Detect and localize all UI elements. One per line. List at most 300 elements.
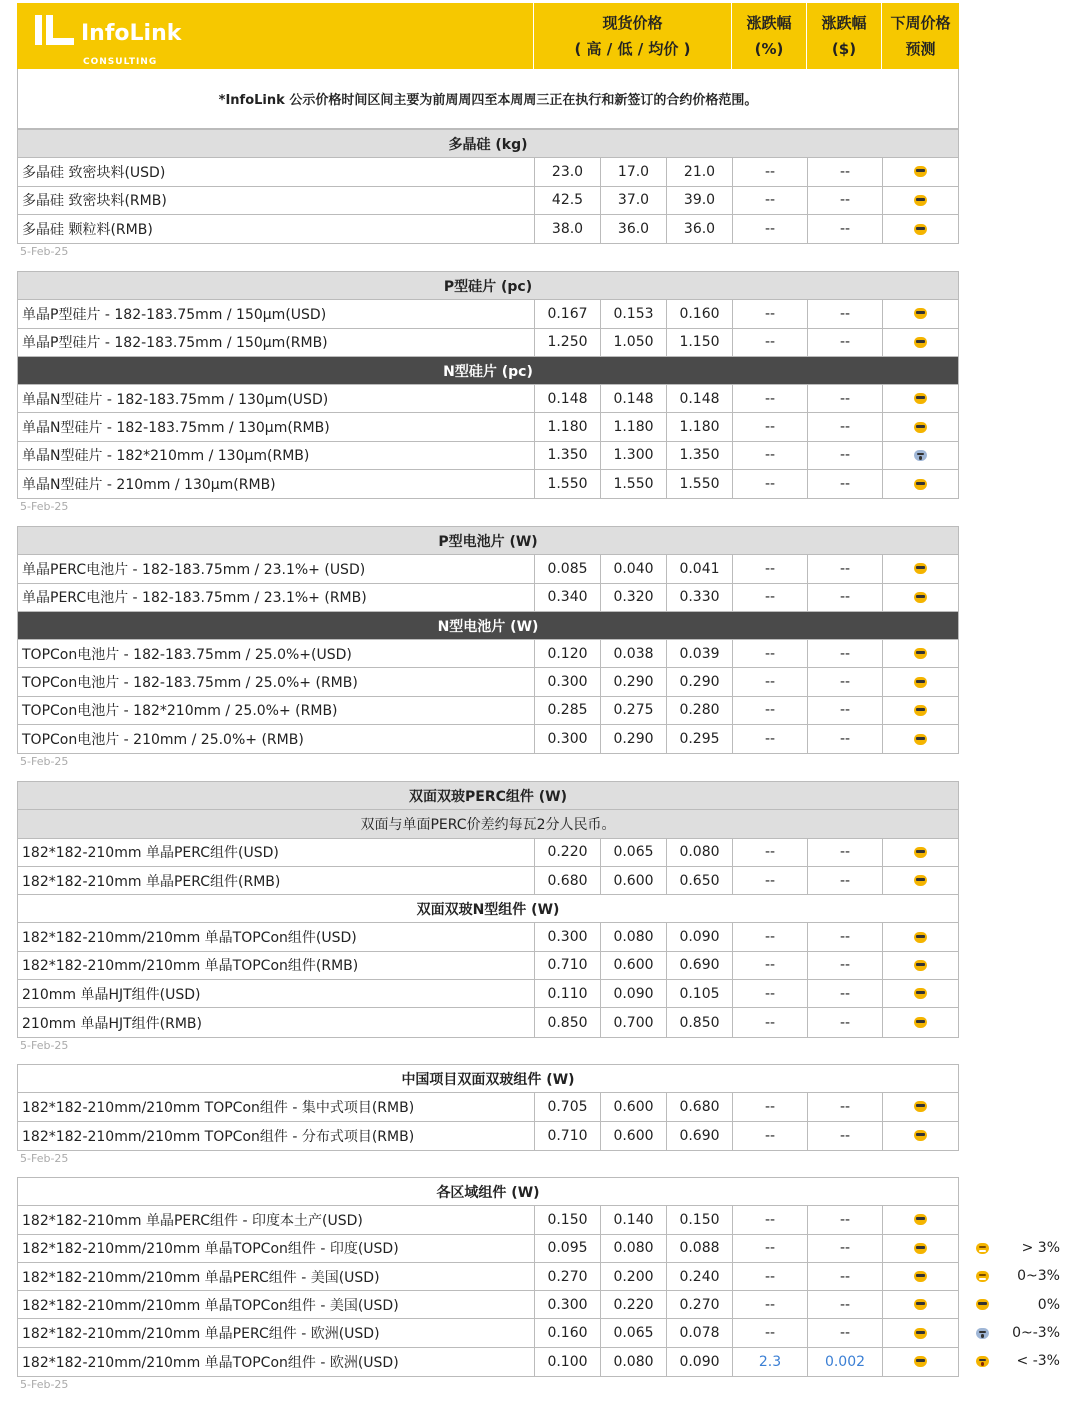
section-title: P型硅片 (pc) xyxy=(18,272,958,300)
header-change-pct-line1: 涨跌幅 xyxy=(746,14,792,32)
price-high: 0.710 xyxy=(535,952,601,979)
section-date: 5-Feb-25 xyxy=(20,1151,69,1165)
row-label: 多晶硅 致密块料(USD) xyxy=(18,158,535,185)
header-change-usd-line1: 涨跌幅 xyxy=(821,14,867,32)
price-avg: 0.078 xyxy=(667,1319,733,1346)
price-low: 0.038 xyxy=(601,640,667,667)
section-title: N型硅片 (pc) xyxy=(18,357,958,385)
price-low: 0.148 xyxy=(601,385,667,412)
change-usd: -- xyxy=(808,1291,883,1318)
price-avg: 0.850 xyxy=(667,1008,733,1036)
section-title: 各区域组件 (W) xyxy=(18,1178,958,1206)
price-avg: 0.090 xyxy=(667,1348,733,1376)
cool-face-icon xyxy=(914,393,927,404)
change-pct: -- xyxy=(733,1291,808,1318)
change-pct: -- xyxy=(733,1122,808,1150)
legend-item xyxy=(968,1291,1076,1319)
header-forecast-line2: 预测 xyxy=(905,40,936,58)
row-label: 182*182-210mm 单晶PERC组件(USD) xyxy=(18,839,535,866)
forecast-cell xyxy=(883,215,958,243)
change-pct: -- xyxy=(733,1206,808,1233)
price-avg: 36.0 xyxy=(667,215,733,243)
table-row xyxy=(18,584,958,612)
forecast-cell xyxy=(883,385,958,412)
change-usd: -- xyxy=(808,640,883,667)
change-usd: -- xyxy=(808,980,883,1007)
price-low: 0.700 xyxy=(601,1008,667,1036)
price-high: 0.100 xyxy=(535,1348,601,1376)
row-label: 多晶硅 颗粒料(RMB) xyxy=(18,215,535,243)
price-low: 0.320 xyxy=(601,584,667,611)
cool-face-icon xyxy=(914,1299,927,1310)
row-label: 单晶N型硅片 - 182-183.75mm / 130μm(USD) xyxy=(18,385,535,412)
price-high: 1.250 xyxy=(535,329,601,356)
cool-face-icon xyxy=(914,1243,927,1254)
cool-face-icon xyxy=(914,1017,927,1028)
price-low: 0.090 xyxy=(601,980,667,1007)
change-pct: -- xyxy=(733,1263,808,1290)
price-low: 0.600 xyxy=(601,952,667,979)
price-high: 23.0 xyxy=(535,158,601,185)
price-low: 0.140 xyxy=(601,1206,667,1233)
change-pct: -- xyxy=(733,300,808,327)
change-usd: -- xyxy=(808,668,883,695)
row-label: 单晶PERC电池片 - 182-183.75mm / 23.1%+ (USD) xyxy=(18,555,535,582)
change-usd: -- xyxy=(808,215,883,243)
price-high: 0.300 xyxy=(535,725,601,753)
change-pct: -- xyxy=(733,839,808,866)
header-change-usd-line2: ($) xyxy=(831,40,857,58)
table-row xyxy=(18,1319,958,1347)
price-high: 42.5 xyxy=(535,187,601,214)
table-row xyxy=(18,980,958,1008)
scream-face-icon xyxy=(976,1328,989,1339)
price-low: 37.0 xyxy=(601,187,667,214)
forecast-cell xyxy=(883,413,958,440)
change-usd: -- xyxy=(808,923,883,950)
price-high: 0.300 xyxy=(535,923,601,950)
row-label: 182*182-210mm/210mm 单晶TOPCon组件 - 美国(USD) xyxy=(18,1291,535,1318)
forecast-cell xyxy=(883,697,958,724)
price-avg: 0.148 xyxy=(667,385,733,412)
price-low: 0.600 xyxy=(601,1122,667,1150)
price-high: 0.110 xyxy=(535,980,601,1007)
price-avg: 0.150 xyxy=(667,1206,733,1233)
price-avg: 0.690 xyxy=(667,952,733,979)
table-row xyxy=(18,1206,958,1234)
row-label: 单晶N型硅片 - 182-183.75mm / 130μm(RMB) xyxy=(18,413,535,440)
change-usd: -- xyxy=(808,697,883,724)
change-pct: -- xyxy=(733,867,808,894)
price-avg: 0.160 xyxy=(667,300,733,327)
row-label: 210mm 单晶HJT组件(USD) xyxy=(18,980,535,1007)
row-label: 单晶PERC电池片 - 182-183.75mm / 23.1%+ (RMB) xyxy=(18,584,535,611)
row-label: TOPCon电池片 - 210mm / 25.0%+ (RMB) xyxy=(18,725,535,753)
price-high: 0.300 xyxy=(535,1291,601,1318)
cool-face-icon xyxy=(914,734,927,745)
table-row xyxy=(18,1122,958,1150)
price-high: 0.148 xyxy=(535,385,601,412)
change-pct: -- xyxy=(733,158,808,185)
row-label: 182*182-210mm/210mm 单晶PERC组件 - 美国(USD) xyxy=(18,1263,535,1290)
section-date: 5-Feb-25 xyxy=(20,245,69,259)
change-pct: -- xyxy=(733,1093,808,1120)
section-title: 双面双玻PERC组件 (W) xyxy=(18,782,958,810)
section-subnote: 双面与单面PERC价差约每瓦2分人民币。 xyxy=(18,810,958,838)
legend-item xyxy=(968,1234,1076,1262)
cool-face-icon xyxy=(914,1356,927,1367)
legend-text: > 3% xyxy=(1021,1240,1060,1257)
forecast-cell xyxy=(883,668,958,695)
table-row xyxy=(18,187,958,215)
change-pct: -- xyxy=(733,413,808,440)
row-label: 210mm 单晶HJT组件(RMB) xyxy=(18,1008,535,1036)
forecast-cell xyxy=(883,300,958,327)
price-low: 0.275 xyxy=(601,697,667,724)
change-pct: -- xyxy=(733,697,808,724)
change-pct: -- xyxy=(733,640,808,667)
change-pct: -- xyxy=(733,215,808,243)
change-pct: -- xyxy=(733,668,808,695)
cool-face-icon xyxy=(914,875,927,886)
price-section xyxy=(17,1064,959,1151)
price-high: 0.705 xyxy=(535,1093,601,1120)
scream-face-icon xyxy=(914,450,927,461)
forecast-cell xyxy=(883,329,958,356)
table-row xyxy=(18,1008,958,1036)
cool-face-icon xyxy=(914,1271,927,1282)
row-label: 单晶N型硅片 - 210mm / 130μm(RMB) xyxy=(18,470,535,498)
change-usd: -- xyxy=(808,470,883,498)
cool-face-icon xyxy=(914,308,927,319)
change-usd: -- xyxy=(808,725,883,753)
change-usd: 0.002 xyxy=(808,1348,883,1376)
forecast-cell xyxy=(883,980,958,1007)
price-avg: 1.550 xyxy=(667,470,733,498)
price-low: 0.065 xyxy=(601,1319,667,1346)
change-usd: -- xyxy=(808,1235,883,1262)
price-section xyxy=(17,129,959,244)
change-usd: -- xyxy=(808,839,883,866)
price-high: 0.300 xyxy=(535,668,601,695)
change-pct: -- xyxy=(733,442,808,469)
forecast-cell xyxy=(883,1093,958,1120)
forecast-cell xyxy=(883,640,958,667)
table-row xyxy=(18,300,958,328)
header-change-pct xyxy=(732,3,807,69)
change-usd: -- xyxy=(808,1122,883,1150)
cool-face-icon xyxy=(914,677,927,688)
change-usd: -- xyxy=(808,300,883,327)
forecast-cell xyxy=(883,952,958,979)
change-pct: -- xyxy=(733,470,808,498)
cool-face-icon xyxy=(914,592,927,603)
price-avg: 0.295 xyxy=(667,725,733,753)
row-label: 182*182-210mm/210mm 单晶PERC组件 - 欧洲(USD) xyxy=(18,1319,535,1346)
price-high: 0.710 xyxy=(535,1122,601,1150)
row-label: 182*182-210mm/210mm 单晶TOPCon组件 - 欧洲(USD) xyxy=(18,1348,535,1376)
forecast-cell xyxy=(883,1235,958,1262)
price-low: 1.180 xyxy=(601,413,667,440)
price-avg: 0.650 xyxy=(667,867,733,894)
forecast-cell xyxy=(883,1348,958,1376)
forecast-cell xyxy=(883,725,958,753)
price-low: 0.080 xyxy=(601,1348,667,1376)
cool-face-icon xyxy=(914,422,927,433)
price-avg: 0.270 xyxy=(667,1291,733,1318)
price-high: 0.270 xyxy=(535,1263,601,1290)
cool-face-icon xyxy=(914,988,927,999)
cool-face-icon xyxy=(914,705,927,716)
forecast-cell xyxy=(883,923,958,950)
change-usd: -- xyxy=(808,1319,883,1346)
legend-text: 0~3% xyxy=(1017,1268,1060,1285)
row-label: TOPCon电池片 - 182-183.75mm / 25.0%+ (RMB) xyxy=(18,668,535,695)
price-low: 1.050 xyxy=(601,329,667,356)
section-date: 5-Feb-25 xyxy=(20,1038,69,1052)
cool-face-icon xyxy=(914,960,927,971)
change-pct: -- xyxy=(733,555,808,582)
forecast-cell xyxy=(883,442,958,469)
change-pct: 2.3 xyxy=(733,1348,808,1376)
change-usd: -- xyxy=(808,442,883,469)
price-low: 0.200 xyxy=(601,1263,667,1290)
change-usd: -- xyxy=(808,555,883,582)
price-low: 1.300 xyxy=(601,442,667,469)
price-low: 0.080 xyxy=(601,923,667,950)
row-label: 182*182-210mm/210mm TOPCon组件 - 集中式项目(RMB) xyxy=(18,1093,535,1120)
header-forecast xyxy=(882,3,959,69)
price-high: 0.120 xyxy=(535,640,601,667)
cool-face-icon xyxy=(914,648,927,659)
table-row xyxy=(18,697,958,725)
cool-face-icon xyxy=(914,224,927,235)
table-row xyxy=(18,470,958,498)
table-row xyxy=(18,923,958,951)
price-high: 0.220 xyxy=(535,839,601,866)
section-date: 5-Feb-25 xyxy=(20,755,69,769)
change-pct: -- xyxy=(733,329,808,356)
logo-cell xyxy=(17,3,534,69)
row-label: 182*182-210mm/210mm 单晶TOPCon组件(RMB) xyxy=(18,952,535,979)
logo-subtitle: CONSULTING xyxy=(83,57,158,67)
table-row xyxy=(18,442,958,470)
price-high: 0.150 xyxy=(535,1206,601,1233)
price-avg: 0.080 xyxy=(667,839,733,866)
price-high: 0.340 xyxy=(535,584,601,611)
change-pct: -- xyxy=(733,1319,808,1346)
table-row xyxy=(18,668,958,696)
change-usd: -- xyxy=(808,187,883,214)
row-label: 单晶N型硅片 - 182*210mm / 130μm(RMB) xyxy=(18,442,535,469)
price-high: 38.0 xyxy=(535,215,601,243)
table-row xyxy=(18,952,958,980)
price-low: 0.290 xyxy=(601,725,667,753)
price-avg: 1.180 xyxy=(667,413,733,440)
price-high: 1.180 xyxy=(535,413,601,440)
row-label: 182*182-210mm/210mm 单晶TOPCon组件(USD) xyxy=(18,923,535,950)
cool-face-icon xyxy=(914,847,927,858)
price-section xyxy=(17,1177,959,1377)
row-label: 多晶硅 致密块料(RMB) xyxy=(18,187,535,214)
forecast-cell xyxy=(883,1122,958,1150)
section-title: 中国项目双面双玻组件 (W) xyxy=(18,1065,958,1093)
change-pct: -- xyxy=(733,584,808,611)
section-title: P型电池片 (W) xyxy=(18,527,958,555)
price-low: 0.600 xyxy=(601,867,667,894)
price-high: 0.095 xyxy=(535,1235,601,1262)
change-usd: -- xyxy=(808,385,883,412)
forecast-cell xyxy=(883,839,958,866)
change-usd: -- xyxy=(808,584,883,611)
change-pct: -- xyxy=(733,1235,808,1262)
price-low: 0.040 xyxy=(601,555,667,582)
price-high: 0.085 xyxy=(535,555,601,582)
price-low: 0.065 xyxy=(601,839,667,866)
row-label: 182*182-210mm 单晶PERC组件 - 印度本土产(USD) xyxy=(18,1206,535,1233)
header-spot-price-line2: ( 高 / 低 / 均价 ) xyxy=(574,40,691,58)
change-usd: -- xyxy=(808,952,883,979)
change-pct: -- xyxy=(733,923,808,950)
price-low: 1.550 xyxy=(601,470,667,498)
price-avg: 0.090 xyxy=(667,923,733,950)
price-section xyxy=(17,271,959,499)
price-avg: 0.240 xyxy=(667,1263,733,1290)
cool-face-icon xyxy=(914,1101,927,1112)
price-note: *InfoLink 公示价格时间区间主要为前周周四至本周周三正在执行和新签订的合约价格范围。 xyxy=(17,69,959,129)
table-header xyxy=(17,3,959,69)
change-pct: -- xyxy=(733,725,808,753)
forecast-cell xyxy=(883,1206,958,1233)
header-forecast-line1: 下周价格 xyxy=(890,14,951,32)
change-usd: -- xyxy=(808,158,883,185)
change-pct: -- xyxy=(733,1008,808,1036)
cool-face-icon xyxy=(914,1328,927,1339)
table-row xyxy=(18,1348,958,1376)
forecast-cell xyxy=(883,1319,958,1346)
fear-face-icon xyxy=(976,1356,989,1367)
table-row xyxy=(18,1291,958,1319)
table-row xyxy=(18,1235,958,1263)
price-high: 0.850 xyxy=(535,1008,601,1036)
table-row xyxy=(18,725,958,753)
section-title: 多晶硅 (kg) xyxy=(18,130,958,158)
infolink-logo-icon xyxy=(33,13,77,47)
change-pct: -- xyxy=(733,980,808,1007)
change-usd: -- xyxy=(808,413,883,440)
price-avg: 0.088 xyxy=(667,1235,733,1262)
table-row xyxy=(18,413,958,441)
price-low: 36.0 xyxy=(601,215,667,243)
smile-face-icon xyxy=(976,1243,989,1254)
table-row xyxy=(18,555,958,583)
row-label: 单晶P型硅片 - 182-183.75mm / 150μm(RMB) xyxy=(18,329,535,356)
row-label: 182*182-210mm/210mm 单晶TOPCon组件 - 印度(USD) xyxy=(18,1235,535,1262)
table-row xyxy=(18,158,958,186)
header-change-usd xyxy=(807,3,882,69)
cool-face-icon xyxy=(914,337,927,348)
legend-text: < -3% xyxy=(1016,1353,1060,1370)
price-avg: 39.0 xyxy=(667,187,733,214)
legend-item xyxy=(968,1262,1076,1290)
price-avg: 0.290 xyxy=(667,668,733,695)
change-usd: -- xyxy=(808,1206,883,1233)
forecast-cell xyxy=(883,1291,958,1318)
price-low: 0.220 xyxy=(601,1291,667,1318)
forecast-cell xyxy=(883,1263,958,1290)
cool-face-icon xyxy=(914,1214,927,1225)
row-label: 单晶P型硅片 - 182-183.75mm / 150μm(USD) xyxy=(18,300,535,327)
cool-face-icon xyxy=(976,1299,989,1310)
header-spot-price xyxy=(534,3,732,69)
price-low: 17.0 xyxy=(601,158,667,185)
cool-face-icon xyxy=(914,479,927,490)
price-avg: 0.680 xyxy=(667,1093,733,1120)
change-usd: -- xyxy=(808,867,883,894)
price-low: 0.600 xyxy=(601,1093,667,1120)
price-low: 0.290 xyxy=(601,668,667,695)
smile-face-icon xyxy=(976,1271,989,1282)
header-spot-price-line1: 现货价格 xyxy=(602,14,663,32)
section-title: 双面双玻N型组件 (W) xyxy=(18,895,958,923)
cool-face-icon xyxy=(914,166,927,177)
legend-item xyxy=(968,1319,1076,1347)
change-usd: -- xyxy=(808,329,883,356)
change-usd: -- xyxy=(808,1093,883,1120)
price-section xyxy=(17,781,959,1038)
row-label: 182*182-210mm 单晶PERC组件(RMB) xyxy=(18,867,535,894)
cool-face-icon xyxy=(914,563,927,574)
price-high: 0.160 xyxy=(535,1319,601,1346)
section-date: 5-Feb-25 xyxy=(20,500,69,514)
forecast-cell xyxy=(883,470,958,498)
change-pct: -- xyxy=(733,952,808,979)
change-usd: -- xyxy=(808,1008,883,1036)
row-label: 182*182-210mm/210mm TOPCon组件 - 分布式项目(RMB) xyxy=(18,1122,535,1150)
header-change-pct-line2: (%) xyxy=(754,40,784,58)
price-high: 1.550 xyxy=(535,470,601,498)
table-row xyxy=(18,640,958,668)
price-low: 0.080 xyxy=(601,1235,667,1262)
price-avg: 0.690 xyxy=(667,1122,733,1150)
change-pct: -- xyxy=(733,385,808,412)
forecast-cell xyxy=(883,867,958,894)
row-label: TOPCon电池片 - 182-183.75mm / 25.0%+(USD) xyxy=(18,640,535,667)
legend-text: 0~-3% xyxy=(1012,1325,1060,1342)
forecast-legend xyxy=(968,1234,1076,1375)
price-avg: 0.105 xyxy=(667,980,733,1007)
table-row xyxy=(18,215,958,243)
price-high: 0.680 xyxy=(535,867,601,894)
row-label: TOPCon电池片 - 182*210mm / 25.0%+ (RMB) xyxy=(18,697,535,724)
table-row xyxy=(18,1263,958,1291)
forecast-cell xyxy=(883,584,958,611)
price-high: 0.285 xyxy=(535,697,601,724)
price-high: 0.167 xyxy=(535,300,601,327)
table-row xyxy=(18,1093,958,1121)
table-row xyxy=(18,867,958,895)
price-avg: 0.280 xyxy=(667,697,733,724)
table-row xyxy=(18,839,958,867)
section-date: 5-Feb-25 xyxy=(20,1378,69,1392)
price-avg: 0.039 xyxy=(667,640,733,667)
forecast-cell xyxy=(883,555,958,582)
price-low: 0.153 xyxy=(601,300,667,327)
legend-item xyxy=(968,1347,1076,1375)
table-row xyxy=(18,329,958,357)
cool-face-icon xyxy=(914,195,927,206)
cool-face-icon xyxy=(914,1130,927,1141)
